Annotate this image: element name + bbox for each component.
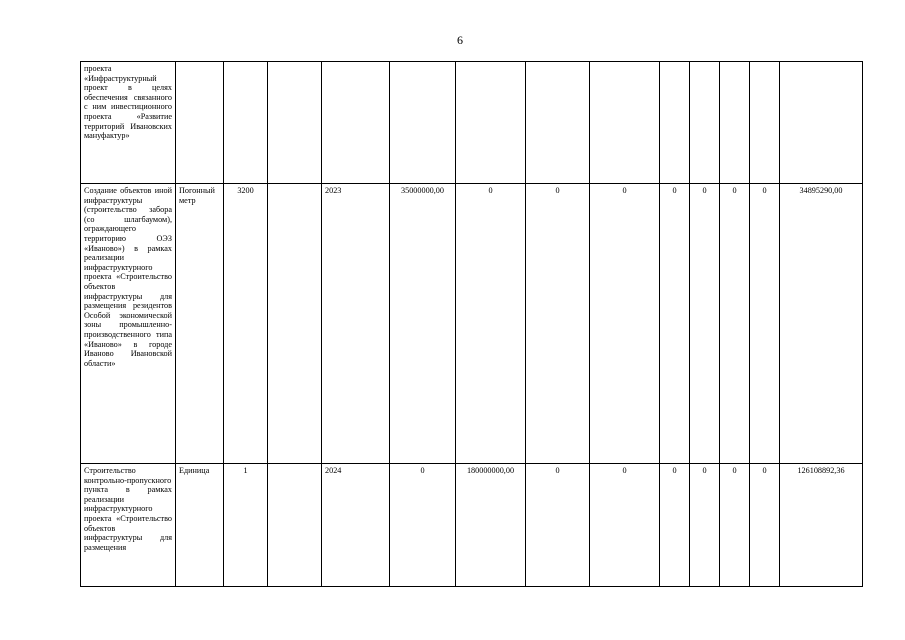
amount-cell [456,62,526,184]
unit-cell: Единица [176,464,224,587]
empty-cell [268,184,322,464]
unit-cell: Погонный метр [176,184,224,464]
amount-cell: 0 [660,464,690,587]
amount-cell: 0 [720,464,750,587]
table-row [81,62,863,184]
amount-cell [660,62,690,184]
amount-cell: 0 [526,184,590,464]
amount-cell: 0 [526,464,590,587]
amount-cell: 0 [390,464,456,587]
amount-cell [390,62,456,184]
year-cell: 2024 [322,464,390,587]
quantity-cell [224,62,268,184]
empty-cell [268,62,322,184]
amount-cell [690,62,720,184]
amount-cell [526,62,590,184]
amount-cell: 35000000,00 [390,184,456,464]
page-number: 6 [457,33,463,47]
year-cell [322,62,390,184]
amount-cell: 180000000,00 [456,464,526,587]
amount-cell: 0 [590,184,660,464]
amount-cell: 0 [660,184,690,464]
table-row [81,184,863,464]
table-row [81,464,863,587]
quantity-cell: 1 [224,464,268,587]
project-description-cell: Строительство контрольно-пропускного пункта в рамках реализации инфраструктурного проекта «Строительство объектов инфраструктуры для размещения [81,464,176,587]
amount-cell [720,62,750,184]
total-cell: 126108892,36 [780,464,863,587]
amount-cell: 0 [590,464,660,587]
quantity-cell: 3200 [224,184,268,464]
total-cell [780,62,863,184]
total-cell: 34895290,00 [780,184,863,464]
empty-cell [268,464,322,587]
amount-cell: 0 [720,184,750,464]
project-description-cell: проекта «Инфраструктурный проект в целях обеспечения связанного с ним инвестиционного проекта «Развитие территорий Ивановских мануфактур» [81,62,176,184]
unit-cell [176,62,224,184]
amount-cell [590,62,660,184]
amount-cell: 0 [690,184,720,464]
amount-cell [750,62,780,184]
budget-table [80,61,863,587]
amount-cell: 0 [690,464,720,587]
amount-cell: 0 [750,184,780,464]
project-description-cell: Создание объектов иной инфраструктуры (строительство забора (со шлагбаумом), ограждающего территорию ОЭЗ «Иваново») в рамках реализации инфраструктурного проекта «Строительство объектов инфраструктуры для размещения резидентов Особой экономической зоны промышленно-производственного типа «Иваново» в городе Иваново Ивановской области» [81,184,176,464]
year-cell: 2023 [322,184,390,464]
amount-cell: 0 [456,184,526,464]
amount-cell: 0 [750,464,780,587]
